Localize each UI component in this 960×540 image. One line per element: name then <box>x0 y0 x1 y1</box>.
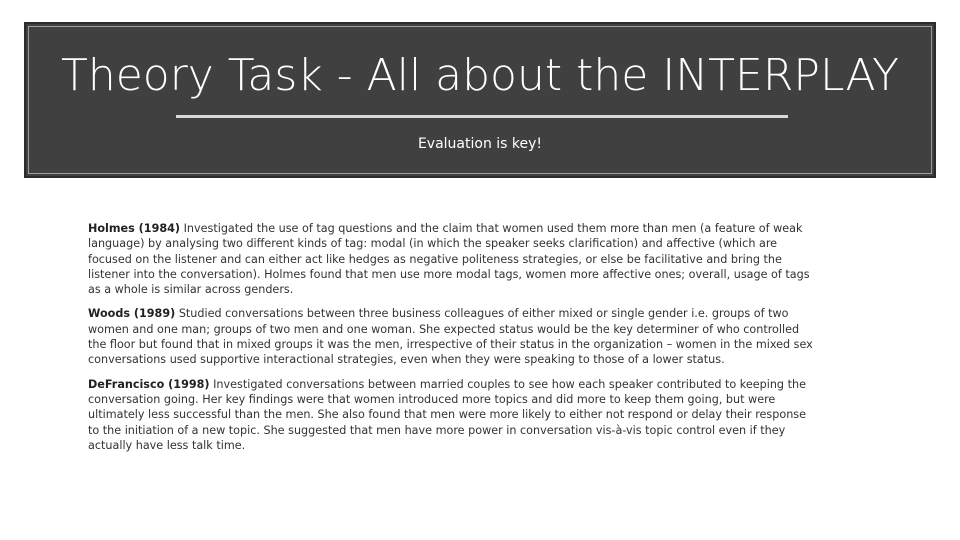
title-banner <box>24 22 936 178</box>
study-holmes <box>88 221 818 297</box>
study-text: Investigated conversations between married couples to see how each speaker contributed to keeping the conversation going. Her key findings were that women introduced more topics and did more to keep them going, but were ultimately less successful than the men. She also found that men were more likely to either not respond or delay their response to the initiation of a new topic. She suggested that men have more power in conversation vis-à-vis topic control even if they actually have less talk time. <box>88 377 807 452</box>
study-text: Investigated the use of tag questions and the claim that women used them more than men (a feature of weak language) by analysing two different kinds of tag: modal (in which the speaker seeks clarification) and affective (which are focused on the listener and can either act like hedges as negative politeness strategies, or else be facilitative and bring the listener into the conversation). Holmes found that men use more modal tags, women more affective ones; overall, usage of tags as a whole is similar across genders. <box>88 222 810 297</box>
slide-title: Theory Task - All about the INTERPLAY <box>60 50 900 101</box>
study-woods <box>88 306 818 367</box>
slide-subtitle: Evaluation is key! <box>417 136 543 152</box>
study-reference: Holmes (1984) <box>88 222 181 235</box>
study-defrancisco <box>88 377 818 453</box>
study-reference: Woods (1989) <box>88 307 176 321</box>
study-reference: DeFrancisco (1998) <box>88 377 210 391</box>
title-divider <box>176 115 788 118</box>
study-text: Studied conversations between three business colleagues of either mixed or single gender i.e. groups of two women and one man; groups of two men and one woman. She expected status would be the key determiner of who controlled the floor but found that in mixed groups it was the men, irrespective of their status in the organization – women in the mixed sex conversations used supportive interactional strategies, even when they were speaking to those of a lower status. <box>88 307 813 367</box>
study-list <box>88 221 818 462</box>
